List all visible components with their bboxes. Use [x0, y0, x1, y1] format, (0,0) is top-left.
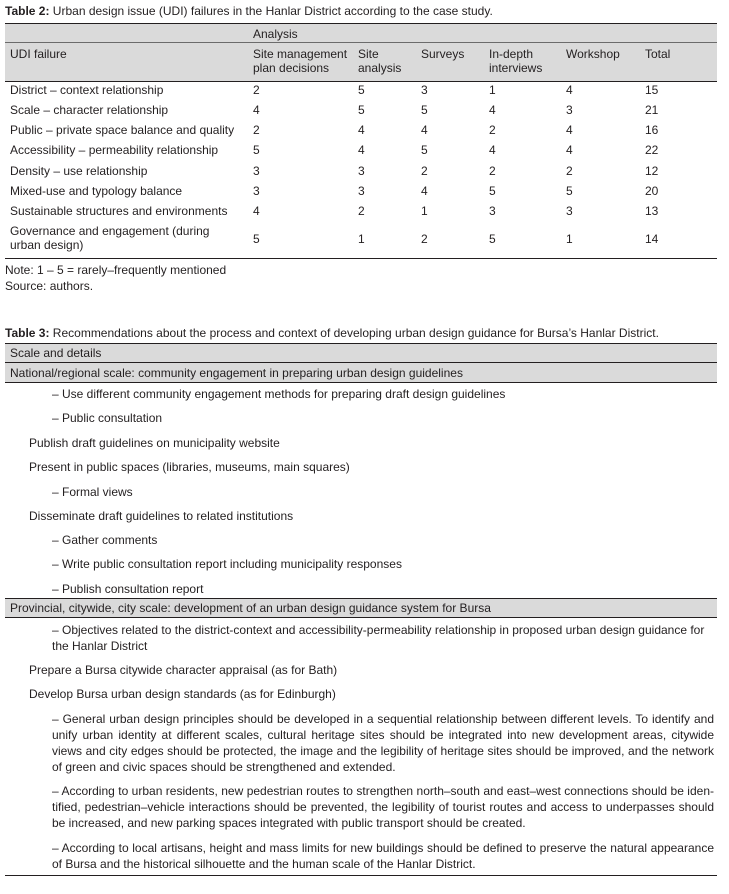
table-row-name: Public – private space balance and quality	[10, 123, 235, 137]
cell-surveys: 4	[421, 184, 428, 198]
table3-caption	[5, 326, 659, 340]
cell-workshop: 3	[566, 103, 573, 117]
cell-surveys: 1	[421, 204, 428, 218]
list-item: – Public consultation	[52, 411, 163, 425]
list-item: – Publish consultation report	[52, 582, 204, 596]
list-item: – According to local artisans, height and mass limits for new buildings should be defined to preserve the natural appearance of Bursa and the historical silhouette and the human scale of the Hanlar District.	[52, 841, 714, 871]
cell-site-analysis: 4	[358, 123, 365, 137]
list-item: Disseminate draft guidelines to related institutions	[29, 509, 294, 523]
list-item: Publish draft guidelines on municipality website	[29, 436, 280, 450]
list-item: – Use different community engagement methods for preparing draft design guidelines	[52, 387, 506, 401]
cell-workshop: 4	[566, 83, 573, 97]
cell-surveys: 2	[421, 232, 428, 246]
cell-site-analysis: 2	[358, 204, 365, 218]
cell-interviews: 2	[489, 164, 496, 178]
cell-site-management: 5	[253, 143, 260, 157]
col-header-workshop: Workshop	[566, 47, 620, 61]
cell-total: 20	[645, 184, 659, 198]
section-heading-provincial: Provincial, citywide, city scale: development of an urban design guidance system for Bursa	[10, 601, 491, 615]
table2-caption-label: Table 2:	[5, 4, 50, 18]
col-header-site-management: Site management plan decisions	[253, 47, 348, 75]
cell-workshop: 1	[566, 232, 573, 246]
cell-total: 22	[645, 143, 659, 157]
cell-total: 13	[645, 204, 659, 218]
cell-interviews: 5	[489, 184, 496, 198]
col-header-interviews: In-depth interviews	[489, 47, 543, 75]
table-row-name: Scale – character relationship	[10, 103, 169, 117]
section-rule	[5, 382, 717, 383]
cell-total: 12	[645, 164, 659, 178]
list-item: Present in public spaces (libraries, museums, main squares)	[29, 460, 350, 474]
table3-caption-label: Table 3:	[5, 326, 50, 340]
cell-surveys: 5	[421, 143, 428, 157]
table3-header: Scale and details	[10, 346, 102, 360]
list-item: – Objectives related to the district-context and accessibility-permeability relationship in proposed urban design guidance for the Hanlar District	[52, 623, 705, 653]
table-row-name: Sustainable structures and environments	[10, 204, 228, 218]
cell-interviews: 2	[489, 123, 496, 137]
cell-interviews: 4	[489, 103, 496, 117]
table-row-name: District – context relationship	[10, 83, 164, 97]
table2-bottom-rule	[5, 258, 717, 259]
cell-site-analysis: 1	[358, 232, 365, 246]
cell-interviews: 4	[489, 143, 496, 157]
cell-interviews: 5	[489, 232, 496, 246]
cell-total: 14	[645, 232, 659, 246]
cell-site-analysis: 5	[358, 103, 365, 117]
cell-site-management: 4	[253, 103, 260, 117]
cell-interviews: 3	[489, 204, 496, 218]
cell-workshop: 4	[566, 143, 573, 157]
cell-site-management: 2	[253, 123, 260, 137]
list-item: Prepare a Bursa citywide character appraisal (as for Bath)	[29, 663, 338, 677]
cell-total: 16	[645, 123, 659, 137]
cell-site-management: 5	[253, 232, 260, 246]
list-item: – Write public consultation report including municipality responses	[52, 557, 402, 571]
table2-source: Source: authors.	[5, 279, 94, 293]
list-item: – According to urban residents, new pedestrian routes to strengthen north–south and east–west connections should be iden- tified, pedestrian–vehicle interactions should be prevented, the legibility of tourist routes and access to underpasses should be increased, and new parking spaces integrated with public transport should be created.	[52, 784, 714, 830]
table2-analysis-rule	[5, 42, 717, 43]
cell-total: 15	[645, 83, 659, 97]
cell-surveys: 4	[421, 123, 428, 137]
col-header-surveys: Surveys	[421, 47, 465, 61]
list-item: – Formal views	[52, 485, 133, 499]
section-heading-national: National/regional scale: community engagement in preparing urban design guidelines	[10, 366, 463, 380]
table3-caption-text: Recommendations about the process and context of developing urban design guidance for Bursa’s Hanlar District.	[49, 326, 659, 340]
table3-header-band	[5, 344, 717, 362]
table2-note: Note: 1 – 5 = rarely–frequently mentioned	[5, 263, 227, 277]
table-row-name: Governance and engagement (during urban design)	[10, 224, 210, 252]
cell-workshop: 5	[566, 184, 573, 198]
section-rule	[5, 617, 717, 618]
cell-site-analysis: 4	[358, 143, 365, 157]
cell-site-management: 4	[253, 204, 260, 218]
list-item: – Gather comments	[52, 533, 158, 547]
cell-site-management: 3	[253, 184, 260, 198]
table-row-name: Accessibility – permeability relationship	[10, 143, 219, 157]
col-header-site-analysis: Site analysis	[358, 47, 402, 75]
table-row-name: Mixed-use and typology balance	[10, 184, 183, 198]
table-row-name: Density – use relationship	[10, 164, 148, 178]
cell-workshop: 4	[566, 123, 573, 137]
table2-caption	[5, 4, 493, 18]
cell-surveys: 3	[421, 83, 428, 97]
table2-caption-text: Urban design issue (UDI) failures in the Hanlar District according to the case study.	[49, 4, 493, 18]
cell-site-analysis: 3	[358, 164, 365, 178]
col-header-udi: UDI failure	[10, 47, 67, 61]
cell-site-management: 2	[253, 83, 260, 97]
cell-site-analysis: 3	[358, 184, 365, 198]
list-item: – General urban design principles should be developed in a sequential relationship between different levels. To identify and unify urban identity at different scales, cultural heritage sites should be integrated into new development areas, citywide views and city edges should be protected, the image and the legibility of heritage sites should be improved, and the network of green and civic spaces should be strengthened and extended.	[52, 712, 714, 774]
cell-surveys: 5	[421, 103, 428, 117]
table2-header-rule	[5, 81, 717, 82]
cell-site-management: 3	[253, 164, 260, 178]
cell-workshop: 3	[566, 204, 573, 218]
col-header-total: Total	[645, 47, 671, 61]
cell-workshop: 2	[566, 164, 573, 178]
table2-analysis-header: Analysis	[253, 27, 298, 41]
table3-bottom-rule	[5, 875, 717, 876]
cell-total: 21	[645, 103, 659, 117]
list-item: Develop Bursa urban design standards (as for Edinburgh)	[29, 687, 336, 701]
cell-site-analysis: 5	[358, 83, 365, 97]
cell-surveys: 2	[421, 164, 428, 178]
cell-interviews: 1	[489, 83, 496, 97]
